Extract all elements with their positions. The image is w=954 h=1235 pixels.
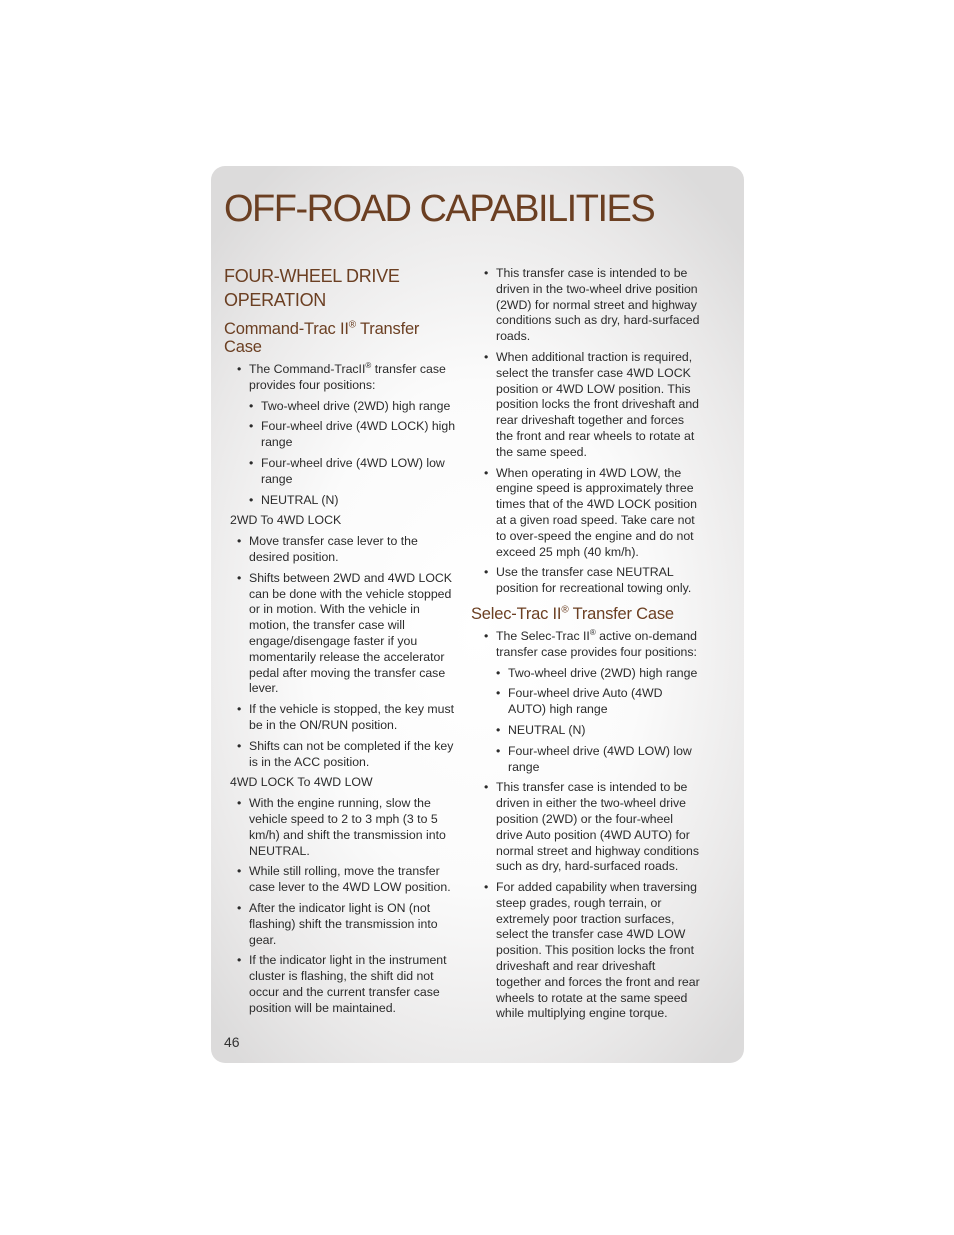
command-trac-continued-list: [471, 266, 703, 597]
list-item: • With the engine running, slow the vehicle speed to 2 to 3 mph (3 to 5 km/h) and shift the transmission into NEUTRAL.: [224, 796, 456, 859]
right-column: [471, 266, 703, 1027]
sub1-list: [224, 534, 456, 770]
list-item: • If the vehicle is stopped, the key must be in the ON/RUN position.: [224, 702, 456, 734]
list-item: • If the indicator light in the instrument cluster is flashing, the shift did not occur and the current transfer case position will be maintained.: [224, 953, 456, 1016]
list-item: • Shifts can not be completed if the key is in the ACC position.: [224, 739, 456, 771]
list-item: • Four-wheel drive Auto (4WD AUTO) high range: [471, 686, 703, 718]
list-item: • NEUTRAL (N): [471, 723, 703, 739]
selec-trac-list: [471, 629, 703, 1022]
selec-trac-heading: Selec-Trac II® Transfer Case: [471, 604, 674, 623]
subsection-title-2wd-to-4wd-lock: 2WD To 4WD LOCK: [230, 513, 342, 528]
list-item: • When operating in 4WD LOW, the engine speed is approximately three times that of the 4WD LOCK position at a given road speed. Take care not to over-speed the engine and do not exceed 25 mph (40 km/h).: [471, 466, 703, 561]
list-item: • Use the transfer case NEUTRAL position for recreational towing only.: [471, 565, 703, 597]
list-item: • The Selec-Trac II® active on-demand transfer case provides four positions:: [471, 629, 703, 661]
command-trac-list: [224, 362, 456, 508]
list-item: • Move transfer case lever to the desired position.: [224, 534, 456, 566]
list-item: • Shifts between 2WD and 4WD LOCK can be done with the vehicle stopped or in motion. With the vehicle in motion, the transfer case will engage/disengage faster if you momentarily release the accelerator pedal after moving the transfer case lever.: [224, 571, 456, 697]
list-item: • For added capability when traversing steep grades, rough terrain, or extremely poor traction surfaces, select the transfer case 4WD LOW position. This position locks the front driveshaft and rear driveshaft together and forces the front and rear wheels to rotate at the same speed while multiplying engine torque.: [471, 880, 703, 1022]
list-item: • When additional traction is required, select the transfer case 4WD LOCK position or 4WD LOW position. This position locks the front driveshaft and rear driveshaft together and forces the front and rear wheels to rotate at the same speed.: [471, 350, 703, 461]
section-title: FOUR-WHEEL DRIVE OPERATION: [224, 266, 400, 310]
list-item: • After the indicator light is ON (not flashing) shift the transmission into gear.: [224, 901, 456, 948]
list-item: • Four-wheel drive (4WD LOW) low range: [471, 744, 703, 776]
sub2-list: [224, 796, 456, 1016]
page-number: 46: [224, 1034, 240, 1050]
list-item: • The Command-TracII® transfer case provides four positions:: [224, 362, 456, 394]
list-item: • NEUTRAL (N): [224, 493, 456, 509]
list-item: • This transfer case is intended to be driven in either the two-wheel drive position (2WD) or the four-wheel drive Auto position (4WD AUTO) for normal street and highway conditions such as dry, hard-surfaced roads.: [471, 780, 703, 875]
list-item: • While still rolling, move the transfer case lever to the 4WD LOW position.: [224, 864, 456, 896]
list-item: • Two-wheel drive (2WD) high range: [471, 666, 703, 682]
subsection-title-4wd-lock-to-4wd-low: 4WD LOCK To 4WD LOW: [230, 775, 373, 790]
list-item: • Two-wheel drive (2WD) high range: [224, 399, 456, 415]
page-title: OFF-ROAD CAPABILITIES: [224, 188, 655, 230]
list-item: • This transfer case is intended to be driven in the two-wheel drive position (2WD) for normal street and highway conditions such as dry, hard-surfaced roads.: [471, 266, 703, 345]
command-trac-heading: Command-Trac II® Transfer Case: [224, 319, 420, 356]
list-item: • Four-wheel drive (4WD LOCK) high range: [224, 419, 456, 451]
list-item: • Four-wheel drive (4WD LOW) low range: [224, 456, 456, 488]
left-column: [224, 264, 456, 1021]
